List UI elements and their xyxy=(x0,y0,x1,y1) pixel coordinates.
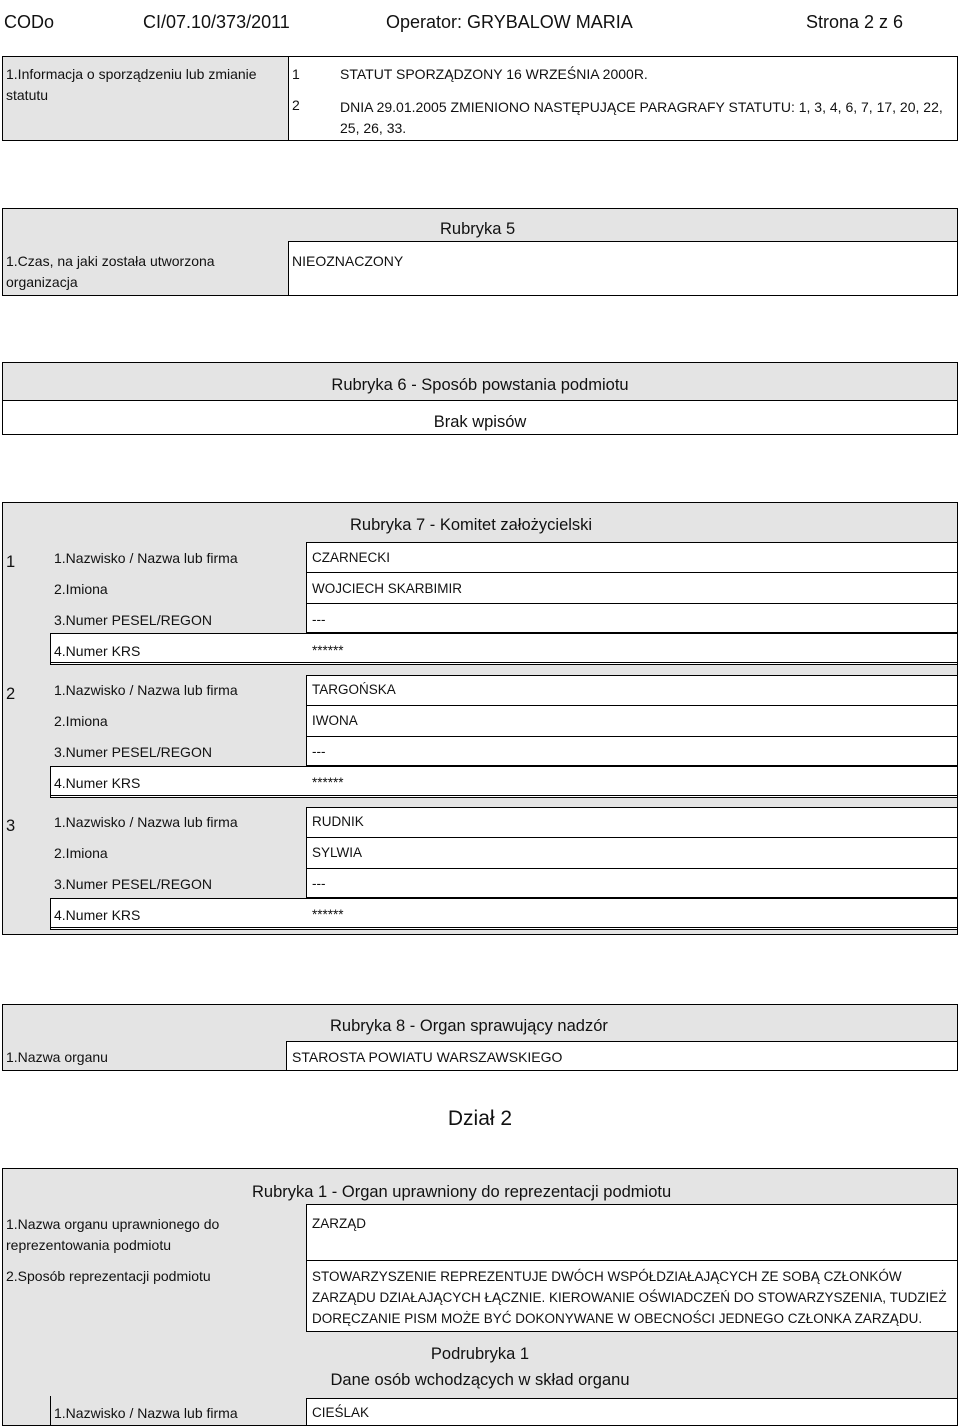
rubryka1-title: Rubryka 1 - Organ uprawniony do reprezentacji podmiotu xyxy=(252,1183,672,1201)
rubryka1-organ-label: 1.Nazwa organu uprawnionego do reprezentowania podmiotu xyxy=(6,1216,220,1253)
podrubryka1-subtitle: Dane osób wchodzących w skład organu xyxy=(330,1371,630,1389)
member-krs: ****** xyxy=(312,643,344,658)
member-pesel: --- xyxy=(312,744,326,759)
pesel-label: 3.Numer PESEL/REGON xyxy=(54,876,212,892)
rubryka7-title: Rubryka 7 - Komitet założycielski xyxy=(350,516,593,534)
statut-label: 1.Informacja o sporządzeniu lub zmianie statutu xyxy=(6,66,257,103)
operator: Operator: GRYBALOW MARIA xyxy=(386,12,633,32)
document-id: CI/07.10/373/2011 xyxy=(143,12,290,32)
krs-label: 4.Numer KRS xyxy=(54,775,141,791)
first-name-label: 2.Imiona xyxy=(54,581,108,597)
pesel-label: 3.Numer PESEL/REGON xyxy=(54,612,212,628)
member-pesel: --- xyxy=(312,612,326,627)
member-number: 1 xyxy=(6,553,16,571)
rubryka8-value: STAROSTA POWIATU WARSZAWSKIEGO xyxy=(292,1049,563,1065)
header-left: CODo xyxy=(4,12,55,32)
member-krs-row xyxy=(50,766,958,798)
statut-row-text: DNIA 29.01.2005 ZMIENIONO NASTĘPUJĄCE PARAGRAFY STATUTU: 1, 3, 4, 6, 7, 17, 20, 22, 25, 26, 33. xyxy=(340,99,943,136)
member-first-name: SYLWIA xyxy=(312,845,363,860)
member-name: RUDNIK xyxy=(312,814,364,829)
statut-row-text: STATUT SPORZĄDZONY 16 WRZEŚNIA 2000R. xyxy=(340,66,648,82)
member-krs-row xyxy=(50,898,958,930)
rubryka1-organ-value: ZARZĄD xyxy=(312,1216,366,1231)
name-label: 1.Nazwisko / Nazwa lub firma xyxy=(54,814,238,830)
first-name-label: 2.Imiona xyxy=(54,713,108,729)
member-values xyxy=(306,675,958,766)
podrubryka1-value-cell xyxy=(306,1398,958,1426)
name-label: 1.Nazwisko / Nazwa lub firma xyxy=(54,550,238,566)
name-label: 1.Nazwisko / Nazwa lub firma xyxy=(54,682,238,698)
rubryka5-title: Rubryka 5 xyxy=(440,220,516,238)
krs-label: 4.Numer KRS xyxy=(54,643,141,659)
rubryka1-method-value: STOWARZYSZENIE REPREZENTUJE DWÓCH WSPÓŁDZIAŁAJĄCYCH ZE SOBĄ CZŁONKÓW ZARZĄDU DZIAŁAJĄCYCH ŁĄCZNIE. KIEROWANIE OŚWIADCZEŃ DO STOWARZYSZENIA, TUDZIEŻ DORĘCZANIE PISM MOŻE BYĆ DOKONYWANE W OBECNOŚCI JEDNEGO CZŁONKA ZARZĄDU. xyxy=(312,1269,947,1326)
member-pesel: --- xyxy=(312,876,326,891)
rubryka8-label: 1.Nazwa organu xyxy=(6,1049,108,1065)
rubryka5-label: 1.Czas, na jaki została utworzona organizacja xyxy=(6,253,215,290)
section-heading: Dział 2 xyxy=(447,1107,513,1130)
podrubryka1-name-value: CIEŚLAK xyxy=(312,1405,370,1420)
pesel-label: 3.Numer PESEL/REGON xyxy=(54,744,212,760)
statut-row-num: 1 xyxy=(292,66,300,82)
member-values xyxy=(306,807,958,898)
rubryka1-method-label: 2.Sposób reprezentacji podmiotu xyxy=(6,1268,211,1284)
member-krs: ****** xyxy=(312,907,344,922)
krs-label: 4.Numer KRS xyxy=(54,907,141,923)
page-number: Strona 2 z 6 xyxy=(806,12,904,32)
rubryka5-value: NIEOZNACZONY xyxy=(292,253,404,269)
rubryka8-title: Rubryka 8 - Organ sprawujący nadzór xyxy=(330,1017,608,1035)
member-krs: ****** xyxy=(312,775,344,790)
member-first-name: WOJCIECH SKARBIMIR xyxy=(312,581,463,596)
member-name: CZARNECKI xyxy=(312,550,391,565)
first-name-label: 2.Imiona xyxy=(54,845,108,861)
member-number: 3 xyxy=(6,817,16,835)
podrubryka1-name-label: 1.Nazwisko / Nazwa lub firma xyxy=(54,1405,238,1421)
member-number: 2 xyxy=(6,685,16,703)
member-krs-row xyxy=(50,633,958,665)
statut-row-num: 2 xyxy=(292,97,300,113)
rubryka6-title: Rubryka 6 - Sposób powstania podmiotu xyxy=(331,376,629,394)
member-name: TARGOŃSKA xyxy=(312,682,396,697)
rubryka6-empty: Brak wpisów xyxy=(433,413,527,431)
member-first-name: IWONA xyxy=(312,713,358,728)
podrubryka1-title: Podrubryka 1 xyxy=(430,1345,530,1363)
